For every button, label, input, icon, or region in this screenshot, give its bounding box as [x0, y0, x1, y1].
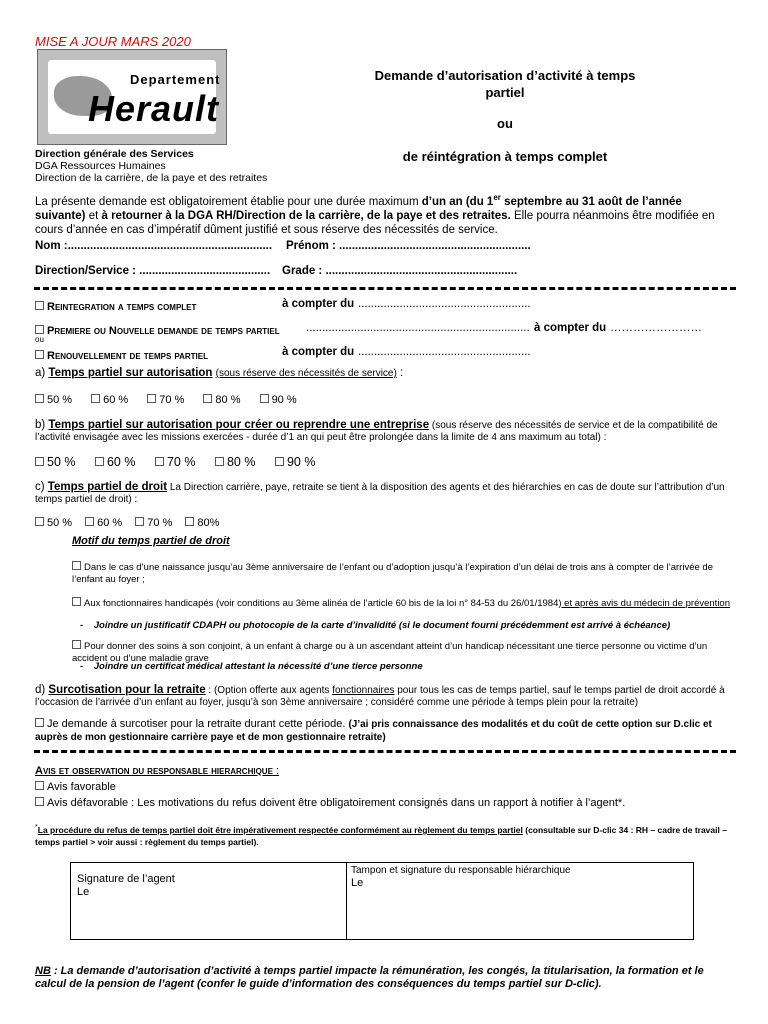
or-label: ou: [35, 335, 44, 344]
section-text: : (Option offerte aux agents: [205, 685, 333, 696]
reason-text: Dans le cas d’une naissance jusqu’au 3ème anniversaire de l’enfant ou d’adoption jusqu’à l’expiration d’un délai de trois ans à compter de l’arrivée de l’enfant au foyer ;: [72, 562, 713, 585]
percent-option[interactable]: [95, 455, 136, 469]
option-label: Renouvellement de temps partiel: [47, 350, 208, 362]
nb-label: NB: [35, 965, 51, 977]
cell-label: Tampon et signature du responsable hiérarchique: [351, 865, 571, 876]
percent-option[interactable]: [215, 455, 256, 469]
checkbox-icon[interactable]: [135, 517, 144, 526]
option-label: 90 %: [271, 394, 297, 406]
checkbox-icon[interactable]: [35, 457, 44, 466]
option-note: (J’ai pris connaissance des modalités et du coût de cette option sur D.clic et auprès de mon gestionnaire carrière paye et de mon gestionnaire retraite): [35, 719, 712, 743]
title-line: de réintégration à temps complet: [402, 149, 608, 164]
option-label: Avis favorable: [47, 781, 116, 793]
date-field[interactable]: ......................................................: [358, 346, 531, 358]
option-label: 60 %: [106, 455, 136, 469]
option-label: 70 %: [147, 517, 173, 529]
percent-option[interactable]: [203, 394, 240, 406]
reintegration-option[interactable]: [35, 297, 196, 315]
section-title: Temps partiel sur autorisation pour créer ou reprendre une entreprise: [48, 419, 430, 431]
table-divider: [346, 863, 347, 939]
section-letter: d): [35, 684, 49, 696]
checkbox-icon[interactable]: [35, 781, 44, 790]
reason-requirement: - Joindre un justificatif CDAPH ou photocopie de la carte d’invalidité (si le document fourni précédemment est arrivé à échéance): [80, 620, 671, 631]
date-label: à compter du: [282, 346, 355, 358]
cell-label: Le: [77, 886, 90, 898]
percent-option[interactable]: [35, 394, 72, 406]
intro-sup: er: [493, 193, 501, 202]
reason-birth[interactable]: [72, 561, 734, 586]
logo-text-main: Herault: [88, 88, 220, 129]
checkbox-icon[interactable]: [260, 394, 269, 403]
percent-option[interactable]: [260, 394, 297, 406]
prenom-field[interactable]: Prénom : ............................................................: [286, 240, 531, 252]
checkbox-icon[interactable]: [72, 640, 81, 649]
checkbox-icon[interactable]: [35, 797, 44, 806]
intro-text: Elle pourra néanmoins être modifiée en cours d’année en cas d’impératif dûment justifié et sous réserve des nécessités de service.: [35, 209, 715, 236]
checkbox-icon[interactable]: [215, 457, 224, 466]
cell-label: Le: [351, 877, 364, 889]
checkbox-icon[interactable]: [91, 394, 100, 403]
note-text: (consultable sur D-clic 34 : RH – cadre de travail – temps partiel > voir aussi : règlement du temps partiel).: [35, 824, 727, 847]
motif-heading: Motif du temps partiel de droit: [72, 535, 230, 547]
colon: :: [272, 765, 280, 777]
logo-text-top: Departement: [130, 72, 221, 87]
percent-option[interactable]: [185, 517, 219, 529]
org-block: [35, 148, 267, 184]
option-label: 60 %: [97, 517, 123, 529]
nb-text: : La demande d’autorisation d’activité à temps partiel impacte la rémunération, les congés, la titularisation, la formation et le calcul de la pension de l’agent (confer le guide d’information des conséquences du temps partiel sur D-clic).: [35, 965, 704, 990]
option-label: 70 %: [166, 455, 196, 469]
avis-defavorable[interactable]: [35, 797, 625, 809]
intro-text: La présente demande est obligatoirement établie pour une durée maximum: [35, 195, 422, 208]
reason-text: et après avis du médecin de prévention: [561, 598, 730, 609]
section-d: [35, 684, 735, 709]
percent-option[interactable]: [275, 455, 316, 469]
option-label: 90 %: [286, 455, 316, 469]
checkbox-icon[interactable]: [35, 394, 44, 403]
title-line: partiel: [485, 85, 525, 100]
date-field[interactable]: ……………………: [610, 322, 702, 334]
section-text: pour tous les cas de temps partiel, sauf le temps partiel de droit accordé à l’occasion de l’arrivée d’un enfant au foyer, jusqu’à son 3ème anniversaire ; considéré comme une période à temps plein pour la retraite): [35, 685, 725, 708]
section-title: Temps partiel sur autorisation: [48, 367, 213, 379]
option-label: Je demande à surcotiser pour la retraite durant cette période.: [47, 718, 349, 730]
update-note: MISE A JOUR MARS 2020: [35, 34, 191, 49]
checkbox-icon[interactable]: [95, 457, 104, 466]
percent-option[interactable]: [35, 517, 72, 529]
date-label: à compter du: [534, 322, 607, 334]
org-line: Direction générale des Services: [35, 148, 194, 160]
date-field[interactable]: ......................................................: [358, 298, 531, 310]
checkbox-icon[interactable]: [35, 517, 44, 526]
option-label: 80%: [197, 517, 220, 529]
new-request-option[interactable]: [35, 321, 280, 339]
avis-heading: [35, 761, 279, 779]
checkbox-icon[interactable]: [35, 718, 44, 727]
section-letter: a): [35, 367, 49, 379]
option-label: Avis défavorable : Les motivations du refus doivent être obligatoirement consignés dans un rapport à notifier à l’agent*.: [47, 797, 626, 809]
percent-option[interactable]: [135, 517, 172, 529]
org-line: Direction de la carrière, de la paye et des retraites: [35, 172, 268, 184]
checkbox-icon[interactable]: [35, 350, 44, 359]
dots: ......................................................................: [306, 322, 530, 334]
reason-text: Pour donner des soins à son conjoint, à un enfant à charge ou à un ascendant atteint d’un handicap nécessitant une tierce personne ou victime d’un accident ou d’une maladie grave: [72, 641, 708, 664]
percent-option[interactable]: [35, 455, 76, 469]
checkbox-icon[interactable]: [72, 597, 81, 606]
checkbox-icon[interactable]: [155, 457, 164, 466]
option-label: 50 %: [47, 517, 73, 529]
percent-option[interactable]: [155, 455, 196, 469]
checkbox-icon[interactable]: [72, 561, 81, 570]
separator: [34, 750, 736, 753]
option-label: Reintegration a temps complet: [47, 301, 197, 313]
requirement-text: Joindre un certificat médical attestant la nécessité d’une tierce personne: [93, 661, 423, 672]
section-note: La Direction carrière, paye, retraite se tient à la disposition des agents et des hiérarchies en cas de doute sur l’attribution d’un temps partiel de droit) :: [35, 482, 725, 505]
checkbox-icon[interactable]: [275, 457, 284, 466]
manager-signature-cell[interactable]: [351, 865, 571, 889]
checkbox-icon[interactable]: [147, 394, 156, 403]
section-b-options: [35, 455, 331, 469]
intro-bold: à retourner à la DGA RH/Direction de la carrière, de la paye et des retraites.: [101, 209, 511, 222]
intro-bold: septembre au 31 août de l’année suivante): [35, 195, 682, 222]
section-c-heading: [35, 481, 735, 506]
surcotisation-option[interactable]: [35, 718, 735, 744]
section-a-heading: [35, 366, 403, 381]
option-label: 50 %: [47, 394, 73, 406]
option-label: 80 %: [215, 394, 241, 406]
section-note: (sous réserve des nécessités de service et de la compatibilité de l’activité envisagée avec les missions exercées - durée d’1 an qui peut être prolongée dans la limite de 4 ans maximum au total) :: [35, 420, 718, 443]
option-label: 50 %: [47, 455, 76, 469]
note-bold: La procédure du refus de temps partiel doit être impérativement respectée conformément au règlement du temps partiel: [37, 824, 523, 835]
intro-text: et: [85, 209, 102, 222]
intro-bold: d’un an (du 1: [421, 195, 494, 208]
section-text: fonctionnaires: [332, 685, 395, 696]
title-or: ou: [497, 116, 513, 131]
option-label: 80 %: [226, 455, 256, 469]
renewal-option[interactable]: [35, 346, 208, 364]
section-title: Temps partiel de droit: [47, 481, 168, 493]
agent-signature-cell[interactable]: [77, 873, 175, 899]
section-c-options: [35, 517, 235, 529]
option-label: 70 %: [159, 394, 185, 406]
cell-label: Signature de l’agent: [77, 873, 175, 885]
checkbox-icon[interactable]: [35, 301, 44, 310]
org-line: DGA Ressources Humaines: [35, 160, 166, 172]
percent-option[interactable]: [147, 394, 184, 406]
avis-favorable[interactable]: [35, 781, 116, 793]
signature-table: [70, 862, 694, 940]
reason-requirement: - Joindre un certificat médical attestant la nécessité d’une tierce personne: [80, 661, 423, 672]
intro-paragraph: [35, 191, 730, 237]
requirement-text: Joindre un justificatif CDAPH ou photocopie de la carte d’invalidité (si le document fourni précédemment est arrivé à échéance): [93, 620, 671, 631]
colon: :: [396, 367, 404, 379]
checkbox-icon[interactable]: [35, 325, 44, 334]
section-b-heading: [35, 419, 735, 444]
separator: [34, 287, 736, 290]
option-label: 60 %: [103, 394, 129, 406]
heading-text: Avis et observation du responsable hierarchique: [35, 765, 273, 777]
reason-handicap[interactable]: [72, 597, 734, 610]
department-logo: [37, 49, 227, 145]
title-line: Demande d’autorisation d’activité à temps: [374, 68, 636, 83]
refusal-note: *La procédure du refus de temps partiel doit être impérativement respectée conformément au règlement du temps partiel (consultable sur D-clic 34 : RH – cadre de travail – temps partiel > voir aussi : règlement du temps partiel).: [35, 823, 727, 847]
checkbox-icon[interactable]: [203, 394, 212, 403]
grade-field[interactable]: Grade : ............................................................: [282, 265, 518, 277]
section-note: (sous réserve des nécessités de service): [215, 368, 397, 379]
section-title: Surcotisation pour la retraite: [48, 684, 206, 696]
section-letter: c): [35, 481, 48, 493]
section-letter: b): [35, 419, 49, 431]
reason-text: Aux fonctionnaires handicapés (voir conditions au 3ème alinéa de l’article 60 bis de la loi n° 84-53 du 26/01/1984): [84, 598, 562, 609]
nb-note: [35, 965, 735, 991]
checkbox-icon[interactable]: [185, 517, 194, 526]
option-label: Premiere ou Nouvelle demande de temps partiel: [47, 325, 280, 337]
date-label: à compter du: [282, 298, 355, 310]
section-a-options: [35, 394, 313, 406]
checkbox-icon[interactable]: [85, 517, 94, 526]
page-title: [340, 67, 670, 165]
percent-option[interactable]: [91, 394, 128, 406]
direction-field[interactable]: Direction/Service : .........................................: [35, 265, 271, 277]
percent-option[interactable]: [85, 517, 122, 529]
nom-field[interactable]: Nom :................................................................: [35, 240, 273, 252]
